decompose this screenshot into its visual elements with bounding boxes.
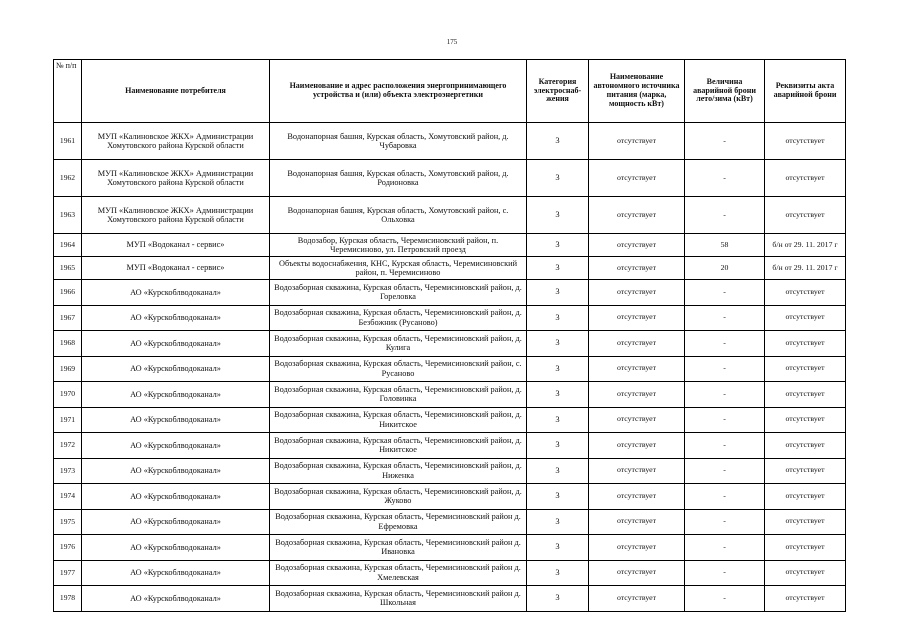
cell-act: отсутствует <box>765 535 846 561</box>
cell-num: 1970 <box>54 382 82 408</box>
table-row <box>54 382 846 408</box>
cell-reserve: - <box>685 197 765 234</box>
cell-consumer: АО «Курскоблводоканал» <box>82 433 270 459</box>
header-act: Реквизиты акта аварийной брони <box>765 60 846 123</box>
cell-autonomous: отсутствует <box>589 197 685 234</box>
cell-act: отсутствует <box>765 356 846 382</box>
cell-num: 1977 <box>54 560 82 586</box>
cell-num: 1978 <box>54 586 82 612</box>
cell-reserve: - <box>685 382 765 408</box>
cell-act: отсутствует <box>765 407 846 433</box>
cell-autonomous: отсутствует <box>589 331 685 357</box>
header-object: Наименование и адрес расположения энергопринимающего устройства и (или) объекта электроэнергетики <box>270 60 527 123</box>
cell-object: Объекты водоснабжения, КНС, Курская область, Черемисиновский район, п. Черемисиново <box>270 257 527 280</box>
cell-object: Водозаборная скважина, Курская область, Черемисиновский район, д. Кулига <box>270 331 527 357</box>
cell-num: 1968 <box>54 331 82 357</box>
cell-reserve: - <box>685 535 765 561</box>
cell-act: отсутствует <box>765 433 846 459</box>
cell-object: Водонапорная башня, Курская область, Хомутовский район, с. Ольховка <box>270 197 527 234</box>
cell-autonomous: отсутствует <box>589 257 685 280</box>
cell-num: 1965 <box>54 257 82 280</box>
table-header <box>54 60 846 123</box>
table-row <box>54 331 846 357</box>
cell-reserve: - <box>685 458 765 484</box>
cell-act: отсутствует <box>765 280 846 306</box>
cell-act: отсутствует <box>765 305 846 331</box>
cell-act: отсутствует <box>765 484 846 510</box>
cell-reserve: - <box>685 160 765 197</box>
cell-object: Водозаборная скважина, Курская область, Черемисиновский район, с. Русаново <box>270 356 527 382</box>
cell-category: 3 <box>527 433 589 459</box>
cell-num: 1963 <box>54 197 82 234</box>
cell-object: Водонапорная башня, Курская область, Хомутовский район, д. Чубаровка <box>270 123 527 160</box>
cell-autonomous: отсутствует <box>589 535 685 561</box>
cell-reserve: - <box>685 331 765 357</box>
cell-autonomous: отсутствует <box>589 560 685 586</box>
cell-num: 1967 <box>54 305 82 331</box>
cell-consumer: АО «Курскоблводоканал» <box>82 407 270 433</box>
cell-act: отсутствует <box>765 197 846 234</box>
cell-reserve: - <box>685 560 765 586</box>
table-row <box>54 407 846 433</box>
cell-num: 1976 <box>54 535 82 561</box>
cell-reserve: - <box>685 586 765 612</box>
cell-num: 1962 <box>54 160 82 197</box>
cell-act: б/н от 29. 11. 2017 г <box>765 257 846 280</box>
cell-act: отсутствует <box>765 123 846 160</box>
cell-category: 3 <box>527 407 589 433</box>
cell-object: Водонапорная башня, Курская область, Хомутовский район, д. Родионовка <box>270 160 527 197</box>
cell-object: Водозаборная скважина, Курская область, Черемисиновский район, д. Гореловка <box>270 280 527 306</box>
cell-act: отсутствует <box>765 331 846 357</box>
cell-consumer: АО «Курскоблводоканал» <box>82 458 270 484</box>
page-number: 175 <box>446 38 458 46</box>
cell-category: 3 <box>527 234 589 257</box>
header-row <box>54 60 846 123</box>
cell-autonomous: отсутствует <box>589 509 685 535</box>
cell-category: 3 <box>527 197 589 234</box>
table-body <box>54 123 846 612</box>
table-row <box>54 509 846 535</box>
cell-reserve: - <box>685 280 765 306</box>
cell-category: 3 <box>527 160 589 197</box>
table-row <box>54 535 846 561</box>
cell-act: отсутствует <box>765 586 846 612</box>
cell-num: 1975 <box>54 509 82 535</box>
table-row <box>54 560 846 586</box>
header-autonomous: Наименование автономного источника питания (марка, мощность кВт) <box>589 60 685 123</box>
cell-consumer: МУП «Калиновское ЖКХ» Администрации Хомутовского района Курской области <box>82 197 270 234</box>
cell-consumer: АО «Курскоблводоканал» <box>82 331 270 357</box>
cell-consumer: АО «Курскоблводоканал» <box>82 560 270 586</box>
cell-object: Водозаборная скважина, Курская область, Черемисиновский район, д. Головинка <box>270 382 527 408</box>
cell-num: 1964 <box>54 234 82 257</box>
cell-reserve: 58 <box>685 234 765 257</box>
cell-autonomous: отсутствует <box>589 382 685 408</box>
cell-act: отсутствует <box>765 509 846 535</box>
cell-object: Водозаборная скважина, Курская область, Черемисиновский район, д. Жуково <box>270 484 527 510</box>
table-row <box>54 305 846 331</box>
cell-autonomous: отсутствует <box>589 234 685 257</box>
cell-autonomous: отсутствует <box>589 123 685 160</box>
cell-object: Водозаборная скважина, Курская область, Черемисиновский район, д. Никитское <box>270 407 527 433</box>
cell-num: 1961 <box>54 123 82 160</box>
cell-reserve: - <box>685 484 765 510</box>
table-row <box>54 197 846 234</box>
cell-act: отсутствует <box>765 160 846 197</box>
cell-num: 1973 <box>54 458 82 484</box>
cell-autonomous: отсутствует <box>589 586 685 612</box>
cell-autonomous: отсутствует <box>589 160 685 197</box>
header-num: № п/п <box>54 60 82 123</box>
cell-consumer: МУП «Калиновское ЖКХ» Администрации Хомутовского района Курской области <box>82 123 270 160</box>
table-row <box>54 257 846 280</box>
table-row <box>54 356 846 382</box>
cell-reserve: - <box>685 305 765 331</box>
cell-object: Водозаборная скважина, Курская область, Черемисиновский район, д. Никитское <box>270 433 527 459</box>
cell-autonomous: отсутствует <box>589 484 685 510</box>
cell-category: 3 <box>527 382 589 408</box>
registry-table <box>53 59 846 612</box>
cell-consumer: АО «Курскоблводоканал» <box>82 586 270 612</box>
cell-consumer: АО «Курскоблводоканал» <box>82 509 270 535</box>
cell-num: 1972 <box>54 433 82 459</box>
cell-category: 3 <box>527 257 589 280</box>
cell-autonomous: отсутствует <box>589 433 685 459</box>
table-row <box>54 123 846 160</box>
cell-category: 3 <box>527 305 589 331</box>
cell-category: 3 <box>527 586 589 612</box>
cell-category: 3 <box>527 484 589 510</box>
cell-reserve: - <box>685 356 765 382</box>
cell-autonomous: отсутствует <box>589 356 685 382</box>
cell-reserve: - <box>685 433 765 459</box>
cell-reserve: - <box>685 407 765 433</box>
header-consumer: Наименование потребителя <box>82 60 270 123</box>
cell-consumer: АО «Курскоблводоканал» <box>82 382 270 408</box>
cell-num: 1969 <box>54 356 82 382</box>
cell-num: 1971 <box>54 407 82 433</box>
table-row <box>54 458 846 484</box>
cell-num: 1974 <box>54 484 82 510</box>
cell-category: 3 <box>527 356 589 382</box>
table-row <box>54 586 846 612</box>
cell-object: Водозаборная скважина, Курская область, Черемисиновский район д. Школьная <box>270 586 527 612</box>
cell-consumer: АО «Курскоблводоканал» <box>82 305 270 331</box>
cell-autonomous: отсутствует <box>589 280 685 306</box>
cell-category: 3 <box>527 560 589 586</box>
cell-category: 3 <box>527 123 589 160</box>
cell-reserve: 20 <box>685 257 765 280</box>
cell-object: Водозаборная скважина, Курская область, Черемисиновский район д. Ивановка <box>270 535 527 561</box>
cell-object: Водозаборная скважина, Курская область, Черемисиновский район д. Хмелевская <box>270 560 527 586</box>
cell-object: Водозаборная скважина, Курская область, Черемисиновский район д. Ефремовка <box>270 509 527 535</box>
cell-consumer: АО «Курскоблводоканал» <box>82 484 270 510</box>
cell-num: 1966 <box>54 280 82 306</box>
table-row <box>54 433 846 459</box>
cell-autonomous: отсутствует <box>589 407 685 433</box>
cell-autonomous: отсутствует <box>589 458 685 484</box>
cell-category: 3 <box>527 331 589 357</box>
table-row <box>54 160 846 197</box>
table-row <box>54 234 846 257</box>
cell-object: Водозаборная скважина, Курская область, Черемисиновский район, д. Безбожник (Русаново) <box>270 305 527 331</box>
cell-category: 3 <box>527 509 589 535</box>
cell-act: отсутствует <box>765 560 846 586</box>
cell-consumer: АО «Курскоблводоканал» <box>82 356 270 382</box>
cell-consumer: МУП «Водоканал - сервис» <box>82 257 270 280</box>
table-row <box>54 484 846 510</box>
cell-object: Водозаборная скважина, Курская область, Черемисиновский район, д. Ниженка <box>270 458 527 484</box>
cell-consumer: АО «Курскоблводоканал» <box>82 280 270 306</box>
cell-act: отсутствует <box>765 382 846 408</box>
cell-category: 3 <box>527 280 589 306</box>
cell-consumer: МУП «Водоканал - сервис» <box>82 234 270 257</box>
cell-category: 3 <box>527 535 589 561</box>
cell-act: отсутствует <box>765 458 846 484</box>
cell-category: 3 <box>527 458 589 484</box>
table-row <box>54 280 846 306</box>
header-reserve: Величина аварийной брони лето/зима (кВт) <box>685 60 765 123</box>
cell-object: Водозабор, Курская область, Черемисиновский район, п. Черемисиново, ул. Петровский проезд <box>270 234 527 257</box>
cell-reserve: - <box>685 509 765 535</box>
cell-autonomous: отсутствует <box>589 305 685 331</box>
cell-consumer: АО «Курскоблводоканал» <box>82 535 270 561</box>
cell-act: б/н от 29. 11. 2017 г <box>765 234 846 257</box>
header-category: Категория электроснаб-жения <box>527 60 589 123</box>
cell-reserve: - <box>685 123 765 160</box>
cell-consumer: МУП «Калиновское ЖКХ» Администрации Хомутовского района Курской области <box>82 160 270 197</box>
